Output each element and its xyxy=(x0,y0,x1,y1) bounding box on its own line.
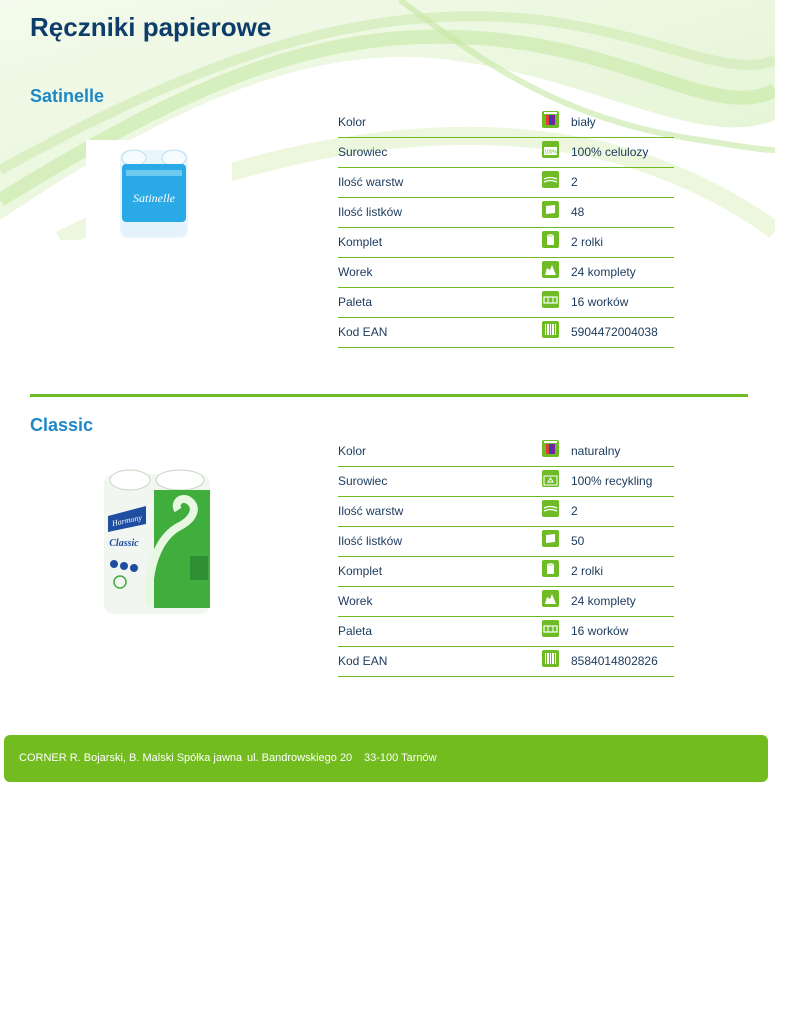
spec-row-surowiec xyxy=(338,138,674,168)
spec-row-listki xyxy=(338,527,674,557)
page-title: Ręczniki papierowe xyxy=(30,12,272,42)
footer-city: 33-100 Tarnów xyxy=(364,752,437,764)
recycling-icon xyxy=(542,470,559,487)
layers-icon xyxy=(542,500,559,517)
spec-label: Surowiec xyxy=(338,145,388,159)
color-palette-icon xyxy=(542,111,559,128)
footer-bar xyxy=(4,735,768,782)
spec-row-worek xyxy=(338,258,674,288)
spec-label: Ilość listków xyxy=(338,534,403,548)
satinelle-product-image xyxy=(86,140,232,248)
spec-label: Komplet xyxy=(338,235,383,249)
spec-label: Ilość listków xyxy=(338,205,403,219)
spec-value: 2 rolki xyxy=(571,564,604,578)
spec-value: 2 rolki xyxy=(571,235,604,249)
spec-row-ean xyxy=(338,647,674,677)
spec-label: Surowiec xyxy=(338,474,388,488)
color-palette-icon xyxy=(542,440,559,457)
sheets-icon xyxy=(542,201,559,218)
spec-label: Kolor xyxy=(338,444,367,458)
spec-label: Kod EAN xyxy=(338,654,388,668)
roll-icon xyxy=(542,231,559,248)
product-title-satinelle: Satinelle xyxy=(30,86,105,106)
spec-row-listki xyxy=(338,198,674,228)
spec-label: Paleta xyxy=(338,624,373,638)
spec-row-kolor xyxy=(338,437,674,467)
spec-row-komplet xyxy=(338,228,674,258)
spec-label: Ilość warstw xyxy=(338,504,404,518)
spec-value: 24 komplety xyxy=(571,265,636,279)
sheets-icon xyxy=(542,530,559,547)
classic-spec-table xyxy=(338,437,674,677)
spec-value: 5904472004038 xyxy=(571,325,658,339)
spec-row-paleta xyxy=(338,288,674,318)
svg-text:Harmony: Harmony xyxy=(111,512,143,529)
layers-icon xyxy=(542,171,559,188)
spec-row-surowiec xyxy=(338,467,674,497)
spec-value: 100% recykling xyxy=(571,474,653,488)
spec-value: 8584014802826 xyxy=(571,654,658,668)
cellulose-100-icon xyxy=(542,141,559,158)
spec-value: 24 komplety xyxy=(571,594,636,608)
spec-row-kolor xyxy=(338,108,674,138)
footer-street: ul. Bandrowskiego 20 xyxy=(247,752,353,764)
spec-label: Kod EAN xyxy=(338,325,388,339)
spec-value: naturalny xyxy=(571,444,621,458)
satinelle-spec-table xyxy=(338,108,674,348)
section-divider xyxy=(30,394,748,397)
spec-row-komplet xyxy=(338,557,674,587)
spec-value: 16 worków xyxy=(571,624,629,638)
spec-value: 16 worków xyxy=(571,295,629,309)
spec-value: 2 xyxy=(571,175,578,189)
spec-value: biały xyxy=(571,115,596,129)
barcode-icon xyxy=(542,321,559,338)
barcode-icon xyxy=(542,650,559,667)
spec-label: Ilość warstw xyxy=(338,175,404,189)
bag-icon xyxy=(542,590,559,607)
spec-value: 2 xyxy=(571,504,578,518)
product-title-classic: Classic xyxy=(30,415,94,435)
spec-row-paleta xyxy=(338,617,674,647)
footer-company: CORNER R. Bojarski, B. Malski Spółka jawna xyxy=(19,752,243,764)
classic-product-image xyxy=(100,466,214,616)
roll-icon xyxy=(542,560,559,577)
spec-row-worek xyxy=(338,587,674,617)
svg-text:Classic: Classic xyxy=(109,538,139,549)
spec-label: Kolor xyxy=(338,115,367,129)
spec-label: Worek xyxy=(338,594,373,608)
pallet-icon xyxy=(542,620,559,637)
spec-value: 48 xyxy=(571,205,585,219)
spec-row-warstwy xyxy=(338,497,674,527)
svg-text:100%: 100% xyxy=(544,149,557,156)
bag-icon xyxy=(542,261,559,278)
spec-value: 100% celulozy xyxy=(571,145,649,159)
svg-text:Satinelle: Satinelle xyxy=(133,191,175,205)
spec-label: Komplet xyxy=(338,564,383,578)
spec-label: Worek xyxy=(338,265,373,279)
spec-value: 50 xyxy=(571,534,585,548)
spec-row-warstwy xyxy=(338,168,674,198)
spec-row-ean xyxy=(338,318,674,348)
pallet-icon xyxy=(542,291,559,308)
spec-label: Paleta xyxy=(338,295,373,309)
